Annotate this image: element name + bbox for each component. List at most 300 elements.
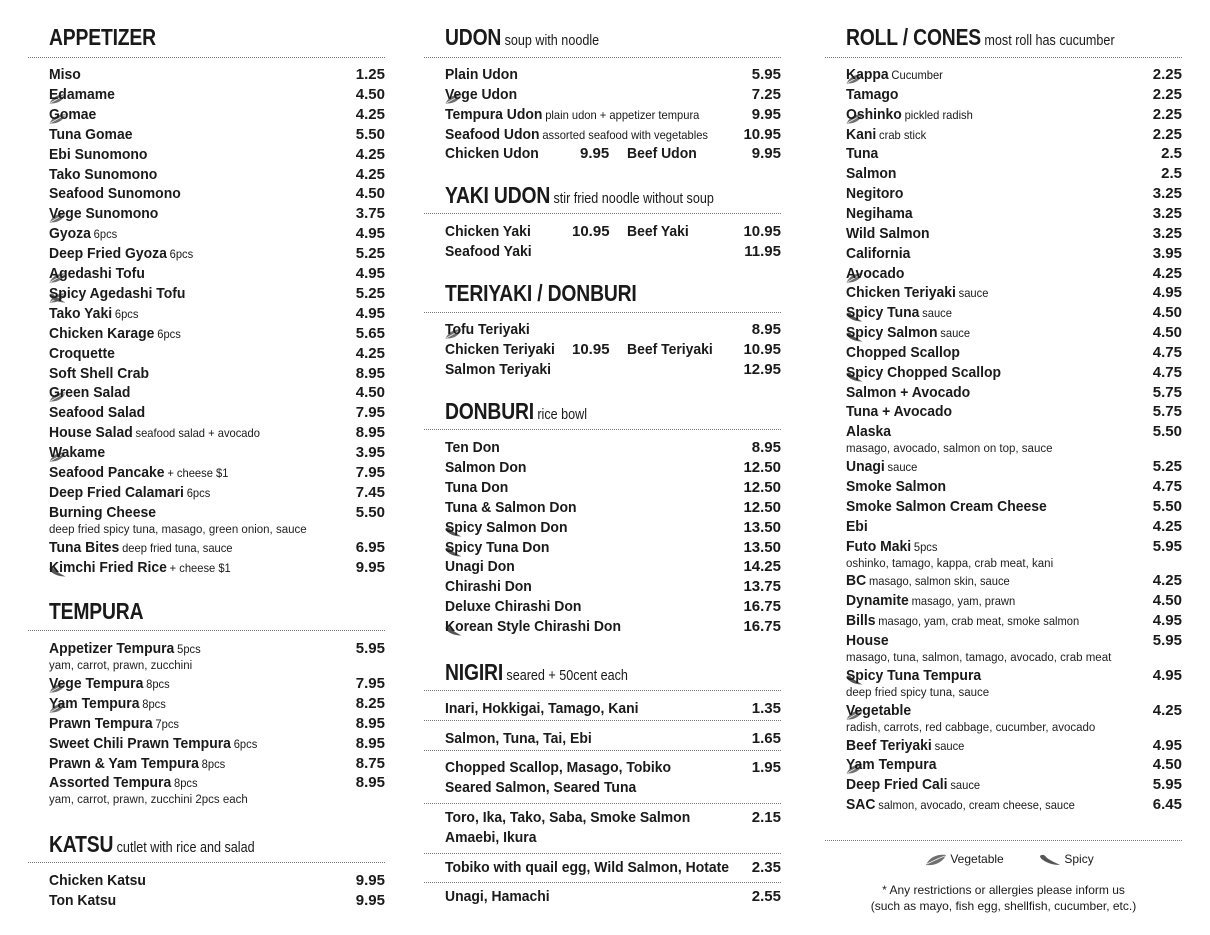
- menu-item-price: 2.25: [1152, 125, 1182, 143]
- menu-item-name: Edamame: [49, 85, 115, 103]
- menu-item-note: pickled radish: [904, 107, 973, 122]
- menu-item: [445, 498, 781, 518]
- menu-item-note: 7pcs: [155, 716, 179, 731]
- allergy-note: [825, 882, 1182, 914]
- menu-item-name: Chicken Teriyaki: [846, 284, 956, 302]
- menu-item-name: Tako Yaki: [49, 304, 113, 322]
- menu-item-name-wrap: [846, 323, 970, 343]
- menu-item-note: 6pcs: [186, 485, 211, 500]
- menu-item: [49, 145, 385, 165]
- menu-item-price: 5.75: [1152, 403, 1182, 421]
- menu-item-price: 4.25: [1152, 572, 1182, 590]
- menu-item-name: Miso: [49, 66, 81, 83]
- menu-item-name: Avocado: [846, 264, 905, 282]
- menu-item-note: salmon, avocado, cream cheese, sauce: [878, 798, 1075, 813]
- menu-item-price: 8.95: [751, 439, 781, 456]
- menu-item-price: 10.95: [572, 341, 610, 358]
- menu-item-price: 16.75: [743, 598, 781, 616]
- menu-item: [846, 363, 1182, 383]
- nigiri-items: Tobiko with quail egg, Wild Salmon, Hotate: [445, 859, 730, 876]
- section-divider: [28, 57, 385, 58]
- menu-item-name: Kimchi Fried Rice: [49, 558, 167, 576]
- menu-item-price: 7.95: [355, 404, 385, 422]
- menu-item-price: 8.95: [355, 774, 385, 792]
- menu-item-name-wrap: [49, 165, 157, 185]
- nigiri-divider: [424, 853, 781, 854]
- menu-item: [846, 666, 1182, 686]
- menu-item-name: Salmon: [846, 165, 897, 183]
- menu-item: [445, 438, 781, 458]
- menu-item-price: 10.95: [743, 125, 781, 143]
- nigiri-line: [445, 778, 781, 798]
- menu-item: [49, 344, 385, 364]
- menu-item-name: Gyoza: [49, 225, 91, 243]
- section-divider: [825, 57, 1182, 58]
- menu-item-name-wrap: [846, 736, 964, 756]
- menu-item-note: deep fried tuna, sauce: [122, 540, 233, 555]
- section-title: [445, 399, 587, 427]
- menu-item: [846, 795, 1182, 815]
- menu-item: [846, 701, 1182, 721]
- menu-item-name: Burning Cheese: [49, 503, 156, 521]
- menu-item-name: Kani: [846, 125, 877, 143]
- menu-item-name: Soft Shell Crab: [49, 364, 149, 382]
- menu-item-name: Seafood Sunomono: [49, 185, 181, 203]
- menu-item-name-wrap: [445, 617, 621, 637]
- menu-item-name: Spicy Tuna: [846, 304, 920, 322]
- menu-item-price: 8.95: [355, 734, 385, 752]
- menu-item-name: Plain Udon: [445, 66, 518, 83]
- menu-item-name: Vege Tempura: [49, 674, 144, 692]
- menu-item: [445, 320, 781, 340]
- menu-item: [445, 557, 781, 577]
- menu-item: [846, 184, 1182, 204]
- menu-item-name: Alaska: [846, 423, 891, 441]
- menu-item: [49, 224, 385, 244]
- nigiri-line: [445, 729, 781, 749]
- menu-item: [49, 403, 385, 423]
- nigiri-line: [445, 699, 781, 719]
- menu-item-name: Unagi: [846, 458, 885, 476]
- menu-item-name: Seafood Udon: [445, 125, 540, 143]
- menu-item-description: yam, carrot, prawn, zucchini: [49, 660, 193, 672]
- menu-item-name-wrap: [445, 597, 581, 617]
- menu-item-price: 4.95: [1152, 666, 1182, 684]
- menu-item-name: Tuna: [846, 145, 879, 163]
- menu-item-name-wrap: [445, 65, 518, 85]
- menu-item-price: 13.75: [743, 578, 781, 596]
- menu-item-description: masago, avocado, salmon on top, sauce: [846, 443, 1053, 456]
- menu-item-name: Negihama: [846, 204, 913, 222]
- menu-item-note: masago, yam, crab meat, smoke salmon: [878, 614, 1080, 629]
- menu-item-price: 5.25: [1152, 458, 1182, 476]
- menu-item-name: Ten Don: [445, 439, 500, 456]
- menu-item-note: sauce: [922, 306, 952, 321]
- menu-item-name-wrap: [846, 537, 937, 557]
- menu-item-name-wrap: [445, 577, 532, 597]
- nigiri-items: Toro, Ika, Tako, Saba, Smoke Salmon: [445, 809, 691, 826]
- menu-item-name: Green Salad: [49, 384, 131, 402]
- section-title-text: UDON: [445, 24, 502, 50]
- legend-vegetable-label: Vegetable: [950, 852, 1004, 866]
- menu-item-name-wrap: [846, 144, 878, 164]
- menu-item-price: 13.50: [743, 518, 781, 536]
- nigiri-line: [445, 887, 781, 907]
- menu-item-note: 6pcs: [114, 306, 139, 321]
- menu-item-price: 5.25: [355, 245, 385, 263]
- menu-item-description: radish, carrots, red cabbage, cucumber, avocado: [846, 721, 1096, 734]
- menu-item-price: 8.95: [355, 714, 385, 732]
- section-subtitle: cutlet with rice and salad: [116, 839, 255, 856]
- menu-item-price: 5.50: [355, 503, 385, 521]
- menu-item-name-wrap: [49, 304, 138, 324]
- menu-item-name-wrap: [445, 538, 549, 558]
- menu-item-name: Spicy Agedashi Tofu: [49, 284, 186, 302]
- menu-item-name-wrap: [445, 458, 526, 478]
- menu-item: [445, 85, 781, 105]
- menu-item-name: Wakame: [49, 444, 106, 462]
- menu-item-name: Yam Tempura: [846, 756, 937, 774]
- section-title: [846, 25, 1115, 53]
- menu-item-note: 8pcs: [201, 756, 226, 771]
- menu-item-name: Kappa: [846, 66, 889, 83]
- menu-item-price: 4.75: [1152, 343, 1182, 361]
- menu-item-name: Seafood Pancake: [49, 464, 165, 481]
- section-subtitle: rice bowl: [537, 406, 588, 423]
- menu-item-price: 5.95: [1152, 776, 1182, 794]
- nigiri-line: [445, 758, 781, 778]
- menu-item: [846, 611, 1182, 631]
- menu-item: [49, 754, 385, 774]
- menu-item-price: 8.95: [751, 321, 781, 338]
- menu-item-name: Chirashi Don: [445, 578, 532, 596]
- menu-item-note: + cheese $1: [167, 466, 229, 480]
- nigiri-price: 2.15: [751, 809, 781, 826]
- nigiri-price: 2.35: [751, 859, 781, 876]
- spicy-icon: [1039, 854, 1061, 866]
- menu-item-name-wrap: [445, 85, 517, 105]
- menu-item-description: oshinko, tamago, kappa, crab meat, kani: [846, 557, 1054, 570]
- nigiri-group: [445, 858, 781, 878]
- menu-item-name-wrap: [49, 694, 166, 714]
- menu-item: [846, 755, 1182, 775]
- menu-item: [49, 639, 385, 659]
- menu-item: [846, 517, 1182, 537]
- menu-item-name-wrap: [49, 324, 181, 344]
- menu-item-name-wrap: [846, 283, 988, 303]
- menu-item-name: Tuna Bites: [49, 538, 120, 556]
- menu-item-pair: [445, 340, 781, 360]
- menu-item-name: Vegetable: [846, 701, 912, 719]
- menu-item-price: 4.95: [355, 304, 385, 322]
- menu-item-name-wrap: [49, 734, 257, 754]
- menu-item-name: Beef Teriyaki: [846, 736, 932, 754]
- menu-item-price: 4.50: [1152, 592, 1182, 610]
- nigiri-items: Amaebi, Ikura: [445, 829, 537, 846]
- menu-item-name-wrap: [846, 363, 1001, 383]
- menu-item-price: 3.95: [1152, 244, 1182, 262]
- menu-item: [49, 538, 385, 558]
- menu-item-name-wrap: [49, 364, 149, 384]
- menu-item-name-wrap: [49, 639, 201, 659]
- menu-item: [445, 65, 781, 85]
- menu-item: [445, 597, 781, 617]
- menu-item-name: Beef Yaki: [627, 223, 689, 240]
- menu-item-name-wrap: [846, 517, 868, 537]
- menu-item-name-wrap: [49, 463, 228, 483]
- menu-item-name: Deep Fried Calamari: [49, 483, 184, 501]
- menu-item-price: 5.95: [1152, 631, 1182, 649]
- menu-item-name-wrap: [49, 503, 156, 523]
- menu-item: [49, 165, 385, 185]
- menu-item-price: 2.5: [1161, 165, 1182, 183]
- menu-item-pair: [445, 222, 781, 242]
- menu-item: [49, 773, 385, 793]
- menu-item-price: 4.25: [1152, 264, 1182, 282]
- menu-item-name: Seafood Yaki: [445, 243, 532, 260]
- menu-item-price: 4.25: [1152, 517, 1182, 535]
- menu-item: [445, 105, 781, 125]
- allergy-note-line1: * Any restrictions or allergies please inform us: [882, 883, 1125, 897]
- menu-item-name-wrap: [846, 795, 1075, 815]
- menu-item-name: Chicken Udon: [445, 145, 539, 162]
- menu-item-name: Prawn Tempura: [49, 714, 153, 732]
- menu-item-name: Chopped Scallop: [846, 343, 960, 361]
- menu-item: [846, 264, 1182, 284]
- menu-item: [49, 85, 385, 105]
- menu-item: [846, 125, 1182, 145]
- menu-item-name: Spicy Salmon Don: [445, 518, 568, 536]
- menu-item-name-wrap: [49, 538, 233, 558]
- menu-item-name-wrap: [49, 443, 105, 463]
- menu-item-price: 10.95: [743, 223, 781, 240]
- menu-item-price: 16.75: [743, 618, 781, 636]
- menu-item-name: Tofu Teriyaki: [445, 321, 530, 338]
- menu-item: [49, 324, 385, 344]
- menu-item-description: yam, carrot, prawn, zucchini 2pcs each: [49, 794, 248, 807]
- menu-item-price: 4.50: [1152, 304, 1182, 322]
- menu-item-name: Ton Katsu: [49, 891, 117, 909]
- menu-item-name: Unagi Don: [445, 558, 515, 576]
- menu-item-price: 5.95: [1152, 537, 1182, 555]
- menu-item-name-wrap: [846, 65, 943, 85]
- menu-item-name-wrap: [49, 264, 145, 284]
- menu-item-price: 12.50: [743, 458, 781, 476]
- menu-item-name-wrap: [49, 773, 198, 793]
- menu-item-name-wrap: [846, 244, 910, 264]
- menu-item-note: 8pcs: [146, 676, 170, 691]
- menu-item-price: 4.95: [1152, 612, 1182, 630]
- menu-item-name-wrap: [49, 125, 132, 145]
- menu-item-name: Wild Salmon: [846, 224, 930, 242]
- menu-item-name-wrap: [49, 483, 210, 503]
- menu-item: [49, 503, 385, 523]
- menu-item-price: 6.45: [1152, 796, 1182, 814]
- menu-item-name: Korean Style Chirashi Don: [445, 618, 621, 636]
- section-title-text: KATSU: [49, 831, 114, 857]
- nigiri-divider: [424, 720, 781, 721]
- menu-item: [846, 283, 1182, 303]
- menu-item: [846, 303, 1182, 323]
- menu-item: [49, 65, 385, 85]
- menu-item-name: Smoke Salmon: [846, 478, 947, 495]
- menu-item: [445, 518, 781, 538]
- menu-item-name-wrap: [49, 891, 116, 911]
- legend-spicy: [1039, 852, 1094, 866]
- nigiri-price: 2.55: [751, 888, 781, 905]
- menu-item-price: 4.50: [355, 185, 385, 203]
- menu-item: [49, 244, 385, 264]
- menu-item-name: Salmon + Avocado: [846, 383, 971, 401]
- menu-item-price: 9.95: [580, 145, 610, 162]
- nigiri-price: 1.35: [751, 700, 781, 717]
- menu-item-price: 12.50: [743, 478, 781, 496]
- menu-item-name: Oshinko: [846, 105, 902, 123]
- menu-item-price: 5.50: [1152, 497, 1182, 515]
- menu-item-name: Spicy Tuna Don: [445, 538, 550, 556]
- menu-item-name-wrap: [49, 344, 115, 364]
- nigiri-line: [445, 828, 781, 848]
- nigiri-group: [445, 887, 781, 907]
- menu-item: [49, 423, 385, 443]
- menu-item-name: Croquette: [49, 344, 115, 362]
- menu-item-name-wrap: [445, 557, 515, 577]
- menu-item-name-wrap: [49, 284, 185, 304]
- menu-item-name-wrap: [846, 224, 930, 244]
- menu-item: [49, 443, 385, 463]
- menu-item-name-wrap: [846, 497, 1047, 517]
- menu-item: [445, 538, 781, 558]
- menu-item-price: 4.75: [1152, 478, 1182, 495]
- menu-item-price: 6.95: [355, 538, 385, 556]
- nigiri-items: Salmon, Tuna, Tai, Ebi: [445, 730, 592, 747]
- menu-item: [846, 537, 1182, 557]
- menu-item: [445, 458, 781, 478]
- menu-item-name: Tako Sunomono: [49, 165, 158, 183]
- menu-item-name: House: [846, 631, 889, 649]
- menu-item: [846, 105, 1182, 125]
- menu-item-name-wrap: [49, 871, 146, 891]
- menu-item-name: Chicken Teriyaki: [445, 341, 555, 358]
- menu-item-price: 7.25: [751, 85, 781, 103]
- menu-item: [49, 463, 385, 483]
- menu-item: [846, 204, 1182, 224]
- menu-item-name-wrap: [846, 422, 891, 442]
- menu-item: [49, 125, 385, 145]
- menu-item: [846, 144, 1182, 164]
- menu-item-name: Dynamite: [846, 592, 909, 610]
- menu-item-price: 12.95: [743, 361, 781, 378]
- menu-item-name-wrap: [846, 611, 1079, 631]
- menu-item-price: 5.65: [355, 324, 385, 342]
- menu-item-name-wrap: [49, 558, 231, 578]
- legend-spicy-label: Spicy: [1064, 852, 1094, 866]
- menu-item-note: 5pcs: [913, 539, 938, 554]
- menu-item-price: 5.50: [1152, 423, 1182, 441]
- menu-item: [846, 402, 1182, 422]
- menu-item-name-wrap: [846, 343, 960, 363]
- menu-item-note: seafood salad + avocado: [135, 426, 260, 441]
- menu-item-name-wrap: [445, 125, 708, 145]
- menu-item-name-wrap: [49, 85, 115, 105]
- menu-item-description: masago, tuna, salmon, tamago, avocado, crab meat: [846, 651, 1112, 664]
- nigiri-group: [445, 729, 781, 749]
- menu-item-name-wrap: [846, 701, 911, 721]
- menu-item-name: Assorted Tempura: [49, 774, 172, 792]
- menu-item-name: SAC: [846, 796, 876, 814]
- menu-item-name: Spicy Chopped Scallop: [846, 363, 1002, 381]
- menu-item-name-wrap: [846, 125, 926, 145]
- menu-item-name-wrap: [846, 457, 917, 477]
- nigiri-group: [445, 699, 781, 719]
- menu-item-name-wrap: [49, 244, 193, 264]
- menu-item-name-wrap: [49, 184, 181, 204]
- menu-item-name-wrap: [846, 477, 946, 497]
- menu-item: [49, 891, 385, 911]
- menu-item: [846, 477, 1182, 497]
- menu-item-note: + cheese $1: [169, 560, 231, 575]
- nigiri-divider: [424, 882, 781, 883]
- menu-item: [49, 304, 385, 324]
- nigiri-divider: [424, 750, 781, 751]
- menu-item: [445, 360, 781, 380]
- section-title: [49, 25, 156, 49]
- menu-item-price: 2.5: [1161, 145, 1182, 163]
- menu-item-note: plain udon + appetizer tempura: [545, 107, 700, 122]
- menu-item-name: Seafood Salad: [49, 404, 146, 422]
- menu-item-price: 4.50: [355, 85, 385, 103]
- menu-item-price: 4.50: [355, 384, 385, 402]
- menu-item-name-wrap: [49, 403, 145, 423]
- menu-item-note: 5pcs: [177, 642, 201, 656]
- menu-item-name: Tuna & Salmon Don: [445, 498, 577, 516]
- nigiri-items: Inari, Hokkigai, Tamago, Kani: [445, 700, 639, 717]
- menu-item-note: sauce: [887, 460, 918, 475]
- menu-item-name: Tamago: [846, 85, 899, 103]
- menu-item-name: Ebi Sunomono: [49, 145, 148, 163]
- menu-item: [49, 105, 385, 125]
- menu-item-name: BC: [846, 572, 867, 590]
- menu-item-price: 8.75: [355, 754, 385, 772]
- nigiri-divider: [424, 803, 781, 804]
- menu-item-name: Salmon Teriyaki: [445, 361, 551, 378]
- menu-item-name: Beef Teriyaki: [627, 341, 713, 358]
- menu-item: [846, 65, 1182, 85]
- menu-item-name-wrap: [49, 65, 81, 85]
- menu-item-note: masago, salmon skin, sauce: [868, 574, 1010, 589]
- menu-item-description: deep fried spicy tuna, masago, green onion, sauce: [49, 523, 307, 536]
- menu-item-name-wrap: [846, 264, 904, 284]
- section-subtitle: stir fried noodle without soup: [553, 190, 714, 207]
- menu-item-name: Chicken Yaki: [445, 223, 531, 240]
- menu-item-name-wrap: [445, 518, 567, 538]
- menu-item-name-wrap: [445, 320, 530, 340]
- menu-item-note: 6pcs: [93, 227, 118, 242]
- menu-item-name-wrap: [846, 105, 973, 125]
- section-subtitle: soup with noodle: [504, 32, 600, 49]
- menu-item-name: Salmon Don: [445, 458, 527, 476]
- menu-item-name: Agedashi Tofu: [49, 265, 145, 282]
- menu-item-name: Smoke Salmon Cream Cheese: [846, 497, 1047, 515]
- menu-item-name: Deep Fried Gyoza: [49, 245, 167, 263]
- menu-item: [49, 674, 385, 694]
- menu-item-price: 2.25: [1152, 66, 1182, 83]
- menu-item-name-wrap: [846, 775, 980, 795]
- menu-item-price: 4.25: [355, 145, 385, 163]
- menu-item-name-wrap: [846, 184, 903, 204]
- menu-item-name: Vege Sunomono: [49, 205, 159, 223]
- menu-item-name-wrap: [49, 714, 179, 734]
